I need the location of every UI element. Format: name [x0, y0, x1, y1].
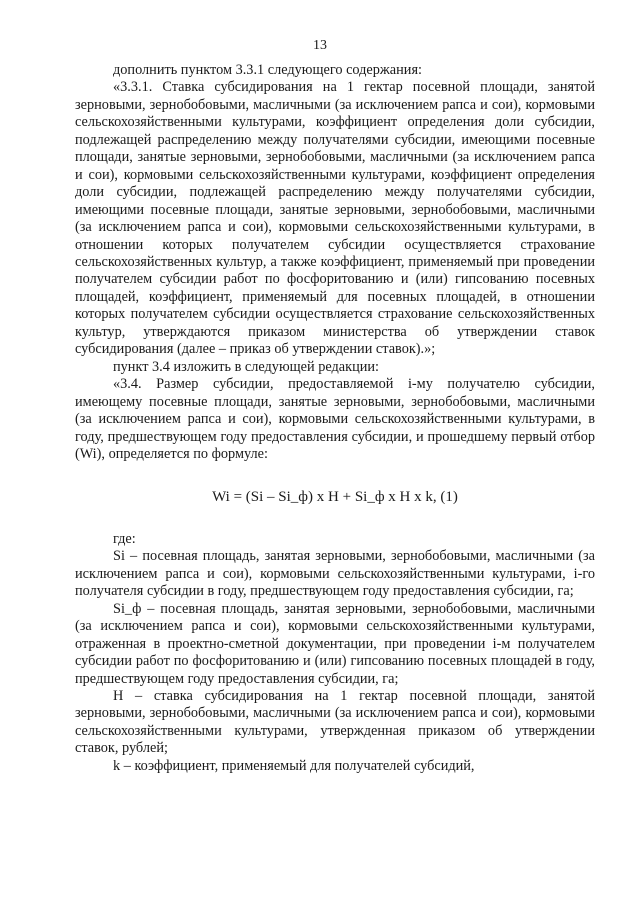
definition-si-f: Si_ф – посевная площадь, занятая зерновыми, зернобобовыми, масличными (за исключением рапса и сои), кормовыми сельскохозяйственными культурами, отраженная в проектно-сметной документации, при проведении i-м получателем субсидии работ по фосфоритованию и (или) гипсованию посевных площадей в году, предшествующем году предоставления субсидии, га;	[75, 600, 595, 687]
definition-h: Н – ставка субсидирования на 1 гектар посевной площади, занятой зерновыми, зернобобовыми, масличными (за исключением рапса и сои), кормовыми сельскохозяйственными культурами, утвержденная приказом об утверждении ставок, рублей;	[75, 687, 595, 757]
paragraph-where: где:	[113, 530, 136, 547]
definition-si: Si – посевная площадь, занятая зерновыми, зернобобовыми, масличными (за исключением рапса и сои), кормовыми сельскохозяйственными культурами, i-го получателя субсидии в году, предшествующем году предоставления субсидии, га;	[75, 548, 595, 600]
paragraph-clause-3-4: «3.4. Размер субсидии, предоставляемой i-му получателю субсидии, имеющему посевные площади, занятые зерновыми, зернобобовыми, масличными (за исключением рапса и сои), кормовыми сельскохозяйственными культурами, в году, предшествующем году предоставления субсидии, и прошедшему первый отбор (Wi), определяется по формуле:	[75, 376, 595, 462]
document-body	[75, 62, 595, 775]
paragraph-amend-3-4: пункт 3.4 изложить в следующей редакции:	[113, 358, 380, 375]
paragraph-intro: дополнить пунктом 3.3.1 следующего содержания:	[113, 62, 422, 78]
definition-k: k – коэффициент, применяемый для получателей субсидий,	[113, 757, 475, 774]
formula: Wi = (Si – Si_ф) x H + Si_ф x H x k, (1)	[212, 489, 458, 506]
paragraph-clause-3-3-1: «3.3.1. Ставка субсидирования на 1 гектар посевной площади, занятой зерновыми, зернобобовыми, масличными (за исключением рапса и сои), кормовыми сельскохозяйственными культурами, коэффициент определения доли субсидии, подлежащей распределению между получателями субсидии, имеющими посевные площади, занятые зерновыми, зернобобовыми, масличными (за исключением рапса и сои), кормовыми сельскохозяйственными культурами, коэффициент определения доли субсидии, подлежащей распределению между получателями субсидии, имеющими посевные площади, занятые зерновыми, зернобобовыми, масличными (за исключением рапса и сои), кормовыми сельскохозяйственными культурами, в отношении которых получателем субсидии осуществляется страхование сельскохозяйственных культур, а также коэффициент, применяемый при проведении получателем субсидии работ по фосфоритованию и (или) гипсованию посевных площадей, коэффициент, применяемый для посевных площадей, в отношении которых получателем субсидии осуществляется страхование сельскохозяйственных культур, утверждаются приказом министерства об утверждении ставок субсидирования (далее – приказ об утверждении ставок).»;	[75, 79, 595, 358]
page-number: 13	[313, 38, 327, 53]
